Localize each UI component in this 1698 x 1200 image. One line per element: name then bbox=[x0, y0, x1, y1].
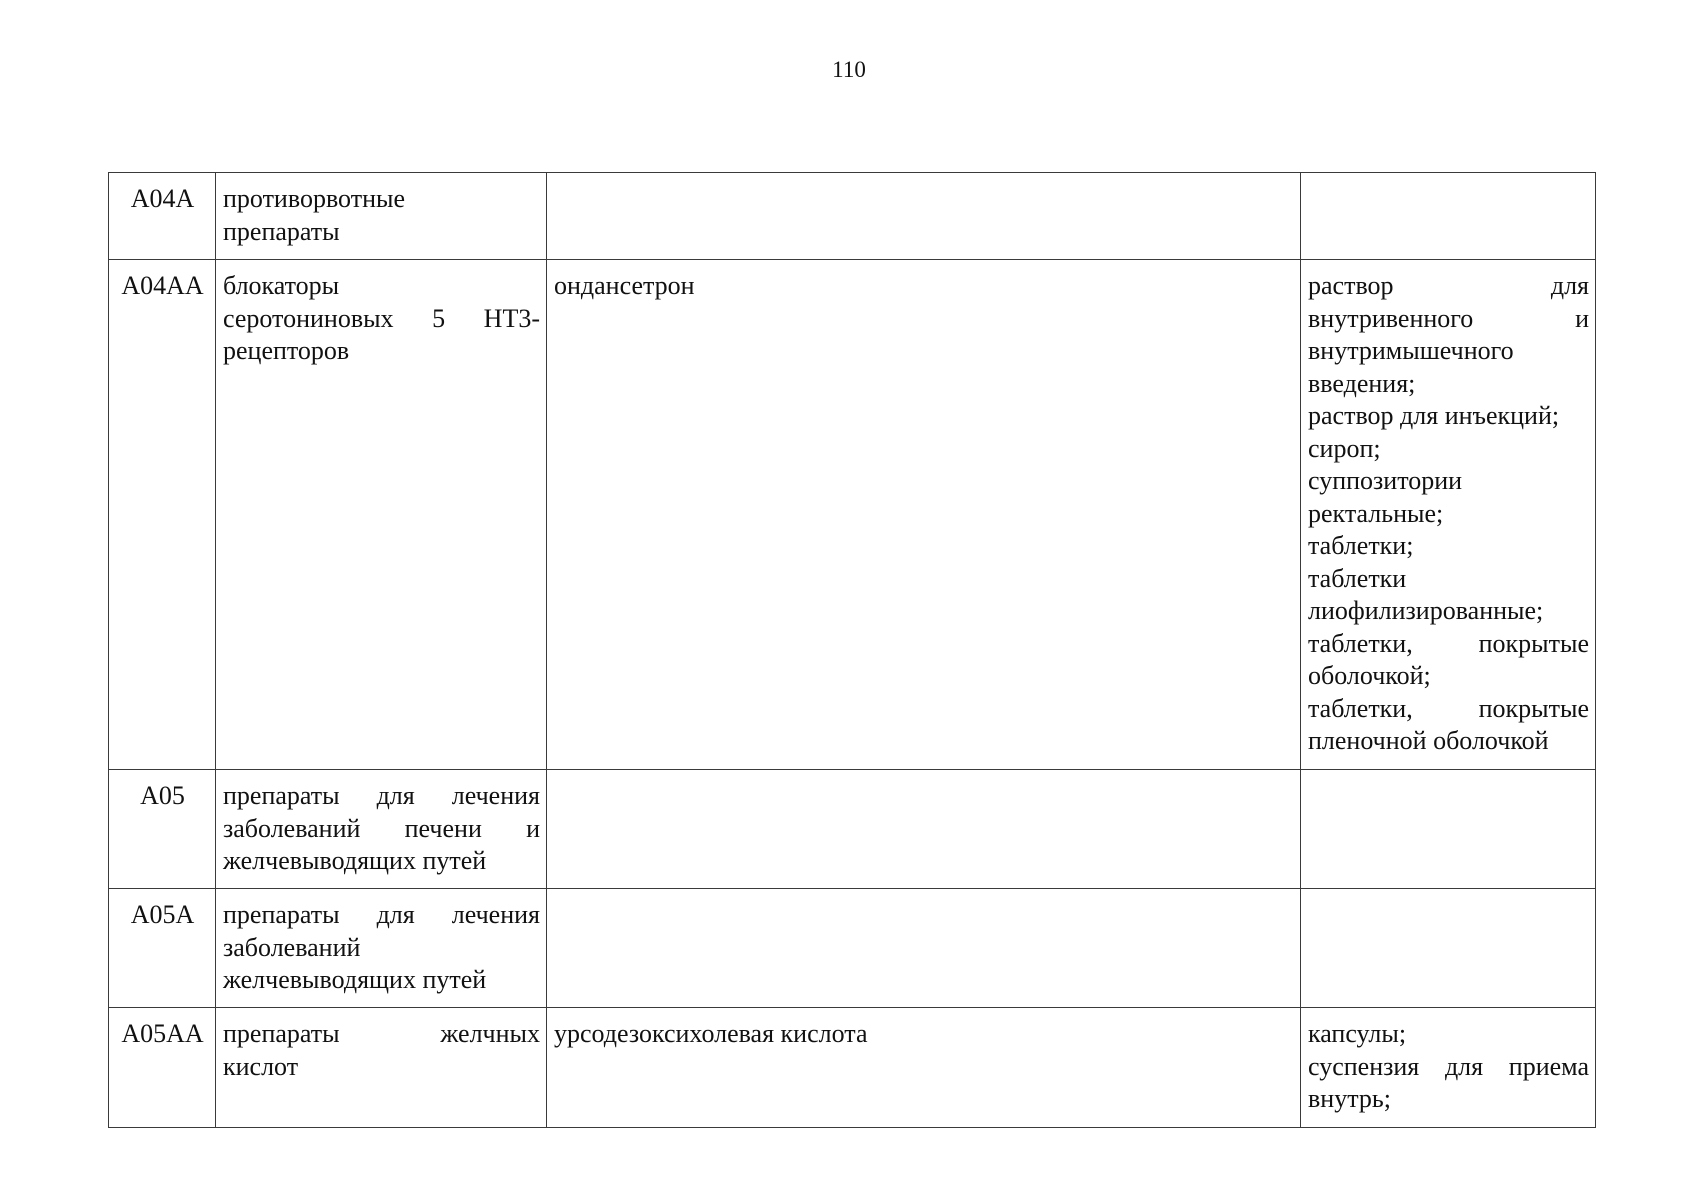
table-row bbox=[109, 260, 1596, 770]
drug-name: ондансетрон bbox=[554, 271, 695, 300]
dosage-forms-cell bbox=[1301, 1008, 1596, 1128]
atc-code-cell bbox=[109, 770, 216, 889]
page-number: 110 bbox=[832, 57, 866, 82]
dosage-form-line: внутримышечного bbox=[1308, 336, 1514, 365]
dosage-form-line: введения; bbox=[1308, 368, 1416, 398]
dosage-form-line: суппозитории bbox=[1308, 466, 1463, 495]
dosage-form-line: сироп; bbox=[1308, 433, 1381, 463]
dosage-form-line: ректальные; bbox=[1308, 498, 1444, 528]
table-row bbox=[109, 889, 1596, 1008]
atc-group-cell bbox=[216, 1008, 547, 1128]
atc-group-line: заболеваний печени и bbox=[223, 813, 540, 843]
atc-group-line: рецепторов bbox=[223, 336, 350, 365]
atc-code: A05 bbox=[140, 781, 185, 810]
dosage-form-line: таблетки, покрытые bbox=[1308, 628, 1589, 658]
dosage-form-line: таблетки; bbox=[1308, 531, 1414, 560]
dosage-forms-cell bbox=[1301, 173, 1596, 260]
atc-code-cell bbox=[109, 1008, 216, 1128]
atc-group-line: блокаторы bbox=[223, 271, 340, 300]
table-row bbox=[109, 173, 1596, 260]
atc-code-cell bbox=[109, 260, 216, 770]
drug-name-cell bbox=[547, 173, 1301, 260]
dosage-form-line: пленочной оболочкой bbox=[1308, 726, 1549, 755]
dosage-form-line: раствор для инъекций; bbox=[1308, 401, 1560, 430]
atc-code-cell bbox=[109, 173, 216, 260]
atc-code: A05A bbox=[130, 900, 195, 929]
dosage-form-line: таблетки bbox=[1308, 563, 1407, 593]
atc-code-cell bbox=[109, 889, 216, 1008]
atc-group-line: препараты для лечения bbox=[223, 900, 540, 929]
atc-group-line: препараты bbox=[223, 216, 340, 246]
dosage-form-line: внутрь; bbox=[1308, 1084, 1391, 1113]
drug-name-cell bbox=[547, 260, 1301, 770]
atc-group-cell bbox=[216, 889, 547, 1008]
atc-group-line: противорвотные bbox=[223, 184, 405, 213]
atc-group-line: желчевыводящих путей bbox=[223, 965, 487, 994]
dosage-form-line: лиофилизированные; bbox=[1308, 596, 1544, 625]
atc-group-line: желчевыводящих путей bbox=[223, 846, 487, 875]
dosage-forms-cell bbox=[1301, 770, 1596, 889]
drug-name: урсодезоксихолевая кислота bbox=[554, 1019, 868, 1048]
atc-group-line: кислот bbox=[223, 1051, 299, 1081]
atc-group-line: серотониновых 5 НТ3- bbox=[223, 303, 540, 333]
atc-code: A04A bbox=[130, 184, 195, 213]
atc-group-cell bbox=[216, 770, 547, 889]
table-row bbox=[109, 1008, 1596, 1128]
drug-name-cell bbox=[547, 770, 1301, 889]
dosage-forms-cell bbox=[1301, 260, 1596, 770]
atc-code: A05AA bbox=[121, 1019, 204, 1048]
drug-name-cell bbox=[547, 1008, 1301, 1128]
dosage-form-line: таблетки, покрытые bbox=[1308, 693, 1589, 723]
dosage-forms-cell bbox=[1301, 889, 1596, 1008]
dosage-form-line: оболочкой; bbox=[1308, 661, 1431, 690]
table-row bbox=[109, 770, 1596, 889]
dosage-form-line: суспензия для приема bbox=[1308, 1051, 1589, 1081]
atc-group-line: препараты желчных bbox=[223, 1019, 540, 1048]
atc-group-line: препараты для лечения bbox=[223, 781, 540, 810]
drug-list-table bbox=[108, 172, 1596, 1128]
dosage-form-line: раствор для bbox=[1308, 271, 1589, 300]
atc-group-line: заболеваний bbox=[223, 932, 361, 962]
dosage-form-line: внутривенного и bbox=[1308, 303, 1589, 333]
drug-name-cell bbox=[547, 889, 1301, 1008]
atc-code: A04AA bbox=[121, 271, 204, 300]
atc-group-cell bbox=[216, 173, 547, 260]
atc-group-cell bbox=[216, 260, 547, 770]
dosage-form-line: капсулы; bbox=[1308, 1019, 1407, 1048]
